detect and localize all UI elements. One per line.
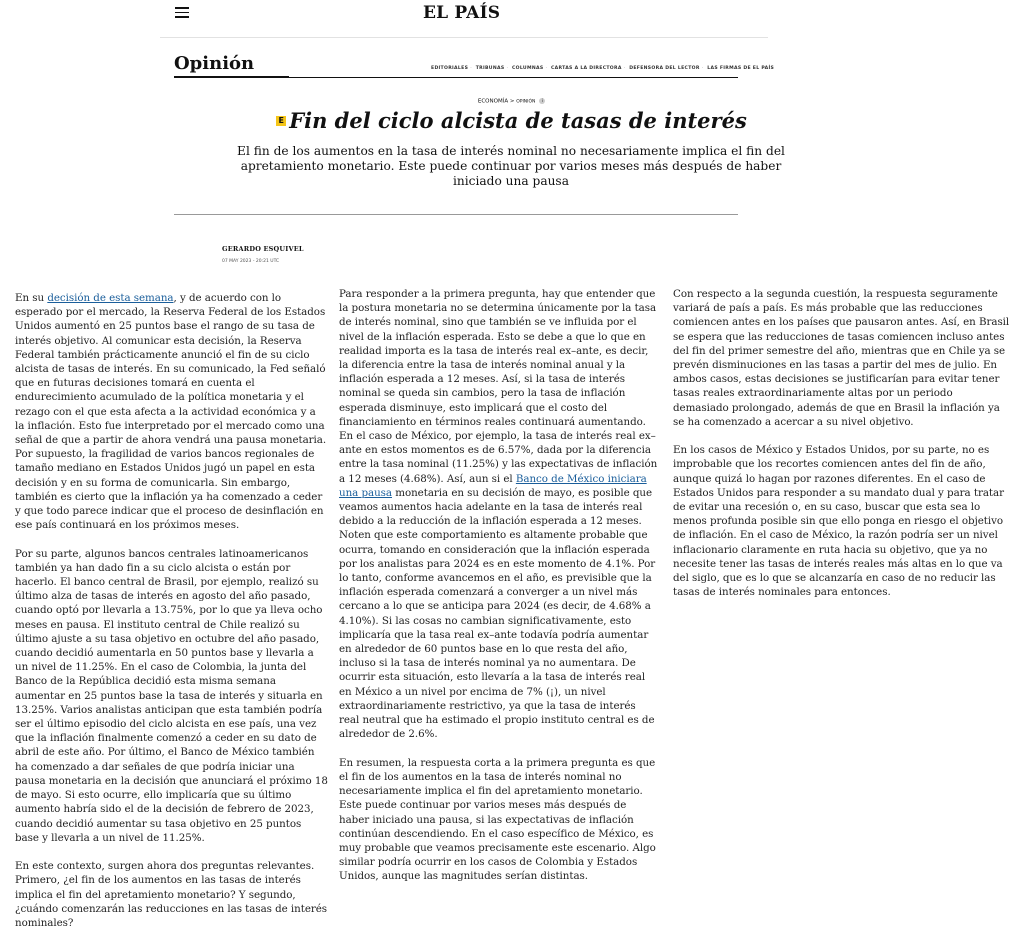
hamburger-menu-icon[interactable] [175, 7, 189, 18]
link-decision-semana[interactable]: decisión de esta semana [47, 292, 174, 304]
nav-cartas[interactable]: CARTAS A LA DIRECTORA [550, 66, 622, 71]
article-column-1 [15, 291, 328, 944]
breadcrumb-opinion[interactable]: OPINIÓN [516, 99, 536, 105]
section-divider [174, 77, 738, 78]
nav-editoriales[interactable]: EDITORIALES [431, 66, 469, 71]
breadcrumb-separator: > [509, 98, 515, 105]
article-column-3 [673, 287, 1011, 614]
article-headline [0, 108, 1023, 133]
paragraph-text: monetaria en su decisión de mayo, es posible que veamos aumentos hacia adelante en la tasa de interés real debido a la reducción de la inflación esperada a 12 meses. Noten que este comportamiento es altamente probable que ocurra, tomando en consideración que la inflación esperada por los analistas para 2024 es en este momento de 4.1%. Por lo tanto, conforme avancemos en el año, es previsible que la inflación esperada comenzará a converger a un nivel más cercano a lo que se anticipa para 2024 (es decir, de 4.68% a 4.10%). Si las cosas no cambian significativamente, esto implicaría que la tasa real ex–ante todavía podría aumentar en alrededor de 60 puntos base en lo que resta del año, incluso si la tasa de interés nominal ya no aumentara. De ocurrir esta situación, esto llevaría a la tasa de interés real en México a un nivel por encima de 7% (¡), un nivel extraordinariamente restrictivo, ya que la tasa de interés real neutral que ha estimado el propio instituto central es de alrededor de 2.6%. [339, 486, 656, 741]
breadcrumb-economia[interactable]: ECONOMÍA [477, 98, 509, 105]
paragraph-text: , y de acuerdo con lo esperado por el mercado, la Reserva Federal de los Estados Unidos aumentó en 25 puntos base el rango de su tasa de interés objetivo. Al comunicar esta decisión, la Reserva Federal también prácticamente anunció el fin de su ciclo alcista de tasas de interés. En su comunicado, la Fed señaló que en futuras decisiones tomará en cuenta el endurecimiento acumulado de la política monetaria y el rezago con el que esta afecta a la actividad económica y a la inflación. Esto fue interpretado por el mercado como una señal de que a partir de ahora vendrá una pausa monetaria. Por supuesto, la fragilidad de varios bancos regionales de tamaño mediano en Estados Unidos jugó un papel en esta decisión y en su forma de comunicarla. Sin embargo, también es cierto que la inflación ya ha comenzado a ceder y que todo parece indicar que el proceso de desinflación en ese país continuará en los próximos meses. [15, 292, 327, 532]
paragraph: En este contexto, surgen ahora dos preguntas relevantes. Primero, ¿el fin de los aumentos en las tasas de interés implica el fin del apretamiento monetario? Y segundo, ¿cuándo comenzarán las reducciones en las tasas de interés nominales? [15, 860, 328, 929]
info-icon[interactable]: i [539, 98, 545, 104]
paragraph-text: Para responder a la primera pregunta, hay que entender que la postura monetaria no se determina únicamente por la tasa de interés nominal, sino que también se ve influida por el nivel de la inflación esperada. Esto se debe a que lo que en realidad importa es la tasa de interés real ex–ante, es decir, la diferencia entre la tasa de interés nominal anual y la inflación esperada a 12 meses. Así, si la tasa de interés nominal se queda sin cambios, pero la tasa de inflación esperada disminuye, esto implicará que el costo del financiamiento en términos reales continuará aumentando. En el caso de México, por ejemplo, la tasa de interés real ex–ante en estos momentos es de 6.57%, dada por la diferencia entre la tasa nominal (11.25%) y las expectativas de inflación a 12 meses (4.68%). Así, aun si el [339, 288, 658, 485]
nav-columnas[interactable]: COLUMNAS [511, 66, 544, 71]
breadcrumb [0, 98, 1023, 105]
nav-firmas[interactable]: LAS FIRMAS DE EL PAÍS [707, 66, 775, 71]
header-divider [160, 37, 768, 38]
opinion-badge: E [276, 116, 286, 126]
section-nav: EDITORIALES · TRIBUNAS · COLUMNAS · CARTAS A LA DIRECTORA · DEFENSORA DEL LECTOR · LAS FIRMAS DE EL PAÍS [431, 66, 775, 71]
paragraph [15, 291, 328, 532]
publish-date: 07 MAY 2023 - 20:21 UTC [222, 259, 280, 264]
link-banco-mexico-pausa[interactable]: Banco de México iniciara una pausa [339, 472, 647, 499]
nav-defensora[interactable]: DEFENSORA DEL LECTOR [629, 66, 700, 71]
hero-divider [174, 214, 738, 215]
site-logo[interactable]: EL PAÍS [423, 3, 501, 23]
paragraph [339, 287, 658, 742]
section-title[interactable]: Opinión [174, 53, 255, 74]
article-standfirst: El fin de los aumentos en la tasa de interés nominal no necesariamente implica el fin del apretamiento monetario. Este puede continuar por varios meses más después de haber iniciado una pausa [237, 144, 785, 188]
paragraph: Por su parte, algunos bancos centrales latinoamericanos también ya han dado fin a su ciclo alcista o están por hacerlo. El banco central de Brasil, por ejemplo, realizó su último alza de tasas de interés en agosto del año pasado, cuando optó por llevarla a 13.75%, por lo que ya lleva ocho meses en pausa. El instituto central de Chile realizó su último ajuste a su tasa objetivo en octubre del año pasado, cuando decidió aumentarla en 50 puntos base y llevarla a un nivel de 11.25%. En el caso de Colombia, la junta del Banco de la República decidió esta misma semana aumentar en 25 puntos base la tasa de interés y situarla en 13.25%. Varios analistas anticipan que esta también podría ser el último episodio del ciclo alcista en ese país, una vez que la inflación finalmente comenzó a ceder en su dato de abril de este año. Por último, el Banco de México también ha comenzado a dar señales de que podría iniciar una pausa monetaria en la decisión que anunciará el próximo 18 de mayo. Si esto ocurre, ello implicaría que su último aumento habría sido el de la decisión de febrero de 2023, cuando decidió aumentar su tasa objetivo en 25 puntos base y llevarla a un nivel de 11.25%. [15, 547, 328, 844]
top-bar [0, 0, 1023, 38]
nav-tribunas[interactable]: TRIBUNAS [475, 66, 505, 71]
article-column-2 [339, 287, 658, 898]
author-name[interactable]: GERARDO ESQUIVEL [222, 245, 304, 253]
paragraph: Con respecto a la segunda cuestión, la respuesta seguramente variará de país a país. Es más probable que las reducciones comiencen antes en los países que pausaron antes. Así, en Brasil se espera que las reducciones de tasas comiencen incluso antes del fin del primer semestre del año, mientras que en Chile ya se prevén disminuciones en las tasas a partir del mes de julio. En ambos casos, estas decisiones se justificarían para evitar tener tasas reales extraordinariamente altas por un periodo demasiado prolongado, además de que en Brasil la inflación ya se ha comenzado a acercar a su nivel objetivo. [673, 288, 1010, 428]
paragraph: En los casos de México y Estados Unidos, por su parte, no es improbable que los recortes comiencen antes del fin de año, aunque quizá lo hagan por razones diferentes. En el caso de Estados Unidos para responder a su mandato dual y para tratar de evitar una recesión o, en su caso, buscar que esta sea lo menos profunda posible sin que ello ponga en riesgo el objetivo de inflación. En el caso de México, la razón podría ser un nivel inflacionario claramente en ruta hacia su objetivo, que ya no necesite tener las tasas de interés reales más altas en lo que va del siglo, que es lo que se alcanzaría en caso de no reducir las tasas de interés nominales para entonces. [673, 444, 1004, 599]
paragraph: En resumen, la respuesta corta a la primera pregunta es que el fin de los aumentos en la tasa de interés nominal no necesariamente implica el fin del apretamiento monetario. Este puede continuar por varios meses más después de haber iniciado una pausa, si las expectativas de inflación continúan descendiendo. En el caso específico de México, es muy probable que veamos precisamente este escenario. Algo similar podría ocurrir en los casos de Colombia y Estados Unidos, aunque las magnitudes serían distintas. [339, 756, 656, 883]
headline-text: Fin del ciclo alcista de tasas de interés [289, 108, 747, 133]
paragraph-text: En su [15, 292, 48, 304]
